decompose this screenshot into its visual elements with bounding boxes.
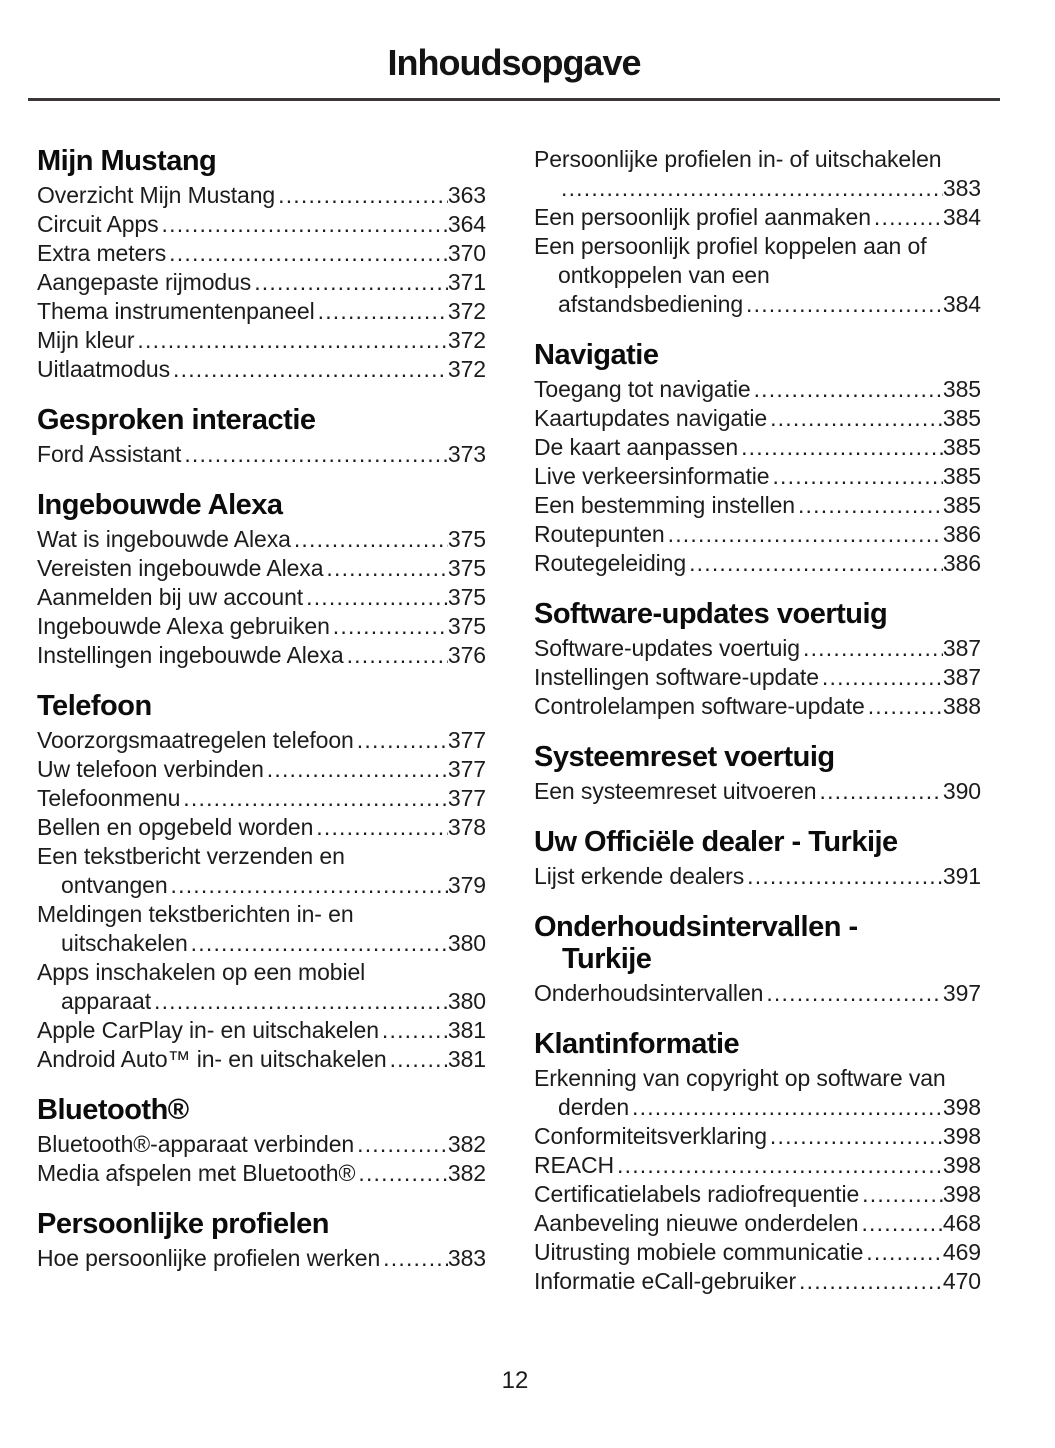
dot-leader [689, 549, 943, 578]
entry-label: ontvangen [61, 872, 168, 898]
section-heading [37, 404, 486, 436]
entry-label: Aanmelden bij uw account [37, 584, 304, 610]
entry-tail [37, 813, 486, 842]
entry-tail [37, 929, 486, 958]
table-of-contents [28, 145, 1000, 1296]
entry-tail [534, 520, 981, 549]
entry-label-line: Een tekstbericht verzenden en [37, 843, 345, 869]
entry-page-number: 372 [447, 298, 486, 324]
entry-label: uitschakelen [61, 930, 188, 956]
entry-page-number: 372 [447, 327, 486, 353]
entry-page-number: 364 [447, 211, 486, 237]
entry-tail [37, 641, 486, 670]
entry-label: Wat is ingebouwde Alexa [37, 526, 291, 552]
toc-entry[interactable] [37, 1159, 486, 1188]
toc-entry[interactable] [37, 1244, 486, 1273]
dot-leader [137, 326, 448, 355]
entry-label: afstandsbediening [558, 291, 744, 317]
entry-label: Mijn kleur [37, 327, 135, 353]
entry-page-number: 375 [447, 613, 486, 639]
dot-leader [333, 612, 448, 641]
entry-label: Circuit Apps [37, 211, 159, 237]
entry-page-number: 363 [447, 182, 486, 208]
entry-tail [37, 440, 486, 469]
dot-leader [868, 692, 943, 721]
toc-entry[interactable] [534, 979, 981, 1008]
dot-leader [747, 862, 943, 891]
section-heading [37, 690, 486, 722]
entry-tail [534, 1122, 981, 1151]
toc-entry[interactable] [37, 554, 486, 583]
entry-page-number: 383 [447, 1245, 486, 1271]
dot-leader [162, 210, 448, 239]
toc-entry[interactable] [534, 404, 981, 433]
entry-tail [534, 462, 981, 491]
entry-label: Aangepaste rijmodus [37, 269, 252, 295]
entry-label: apparaat [61, 988, 151, 1014]
dot-leader [347, 641, 448, 670]
toc-entry[interactable] [534, 491, 981, 520]
entry-label: Routegeleiding [534, 550, 687, 576]
toc-entry[interactable] [534, 462, 981, 491]
entry-page-number: 385 [942, 376, 981, 402]
entry-label: De kaart aanpassen [534, 434, 739, 460]
section-heading-line: Onderhoudsintervallen - [534, 911, 858, 943]
toc-entry[interactable] [534, 1267, 981, 1296]
entry-tail [534, 290, 981, 319]
section-heading-line: Mijn Mustang [37, 145, 217, 177]
section-heading [534, 741, 981, 773]
entry-page-number: 385 [942, 405, 981, 431]
entry-page-number: 382 [447, 1160, 486, 1186]
toc-entry[interactable] [37, 181, 486, 210]
entry-label: Kaartupdates navigatie [534, 405, 768, 431]
entry-label: Software-updates voertuig [534, 635, 800, 661]
entry-tail [534, 777, 981, 806]
dot-leader [798, 491, 943, 520]
toc-section [37, 1208, 486, 1273]
entry-tail [534, 549, 981, 578]
entry-tail [534, 203, 981, 232]
entry-page-number: 381 [447, 1017, 486, 1043]
toc-entry[interactable] [37, 1130, 486, 1159]
toc-column-right [534, 145, 981, 1296]
toc-entry[interactable] [534, 692, 981, 721]
entry-label: Android Auto™ in- en uitschakelen [37, 1046, 387, 1072]
toc-entry[interactable] [534, 1064, 981, 1122]
toc-section [534, 145, 981, 319]
dot-leader [866, 1238, 943, 1267]
section-heading-line: Gesproken interactie [37, 404, 316, 436]
dot-leader [617, 1151, 943, 1180]
section-heading [37, 1208, 486, 1240]
entry-label: Overzicht Mijn Mustang [37, 182, 276, 208]
entry-tail [534, 491, 981, 520]
toc-section [534, 911, 981, 1008]
entry-page-number: 384 [942, 291, 981, 317]
entry-tail [37, 726, 486, 755]
entry-page-number: 470 [942, 1268, 981, 1294]
entry-label: Apple CarPlay in- en uitschakelen [37, 1017, 379, 1043]
section-heading-line: Telefoon [37, 690, 152, 722]
toc-entry[interactable] [37, 612, 486, 641]
entry-tail [37, 1016, 486, 1045]
entry-label: Een bestemming instellen [534, 492, 795, 518]
entry-label-line: ontkoppelen van een [558, 262, 770, 288]
entry-tail [37, 612, 486, 641]
dot-leader [822, 663, 943, 692]
toc-entry[interactable] [534, 777, 981, 806]
entry-page-number: 398 [942, 1152, 981, 1178]
toc-entry[interactable] [37, 239, 486, 268]
dot-leader [357, 726, 448, 755]
toc-entry[interactable] [37, 1016, 486, 1045]
entry-page-number: 397 [942, 980, 981, 1006]
entry-page-number: 383 [942, 175, 981, 201]
toc-section [37, 690, 486, 1074]
toc-entry[interactable] [37, 355, 486, 384]
entry-page-number: 375 [447, 555, 486, 581]
entry-page-number: 380 [447, 988, 486, 1014]
section-heading-line: Ingebouwde Alexa [37, 489, 283, 521]
entry-tail [37, 1045, 486, 1074]
entry-label: Live verkeersinformatie [534, 463, 770, 489]
toc-entry[interactable] [534, 663, 981, 692]
toc-entry[interactable] [37, 813, 486, 842]
entry-tail [534, 1093, 981, 1122]
dot-leader [254, 268, 448, 297]
entry-tail [534, 1267, 981, 1296]
entry-tail [37, 181, 486, 210]
entry-label: Toegang tot navigatie [534, 376, 751, 402]
entry-tail [37, 326, 486, 355]
entry-tail [37, 987, 486, 1016]
section-heading-line: Klantinformatie [534, 1028, 740, 1060]
entry-label: Een systeemreset uitvoeren [534, 778, 817, 804]
entry-page-number: 391 [942, 863, 981, 889]
toc-column-left [37, 145, 486, 1296]
toc-entry[interactable] [37, 900, 486, 958]
entry-label-line: Persoonlijke profielen in- of uitschakelen [534, 146, 942, 172]
toc-entry[interactable] [37, 842, 486, 900]
dot-leader [383, 1244, 448, 1273]
toc-entry[interactable] [37, 1045, 486, 1074]
toc-section [534, 826, 981, 891]
dot-leader [820, 777, 943, 806]
entry-page-number: 373 [447, 441, 486, 467]
entry-label: REACH [534, 1152, 615, 1178]
dot-leader [154, 987, 448, 1016]
toc-entry[interactable] [37, 210, 486, 239]
entry-page-number: 398 [942, 1094, 981, 1120]
entry-page-number: 390 [942, 778, 981, 804]
section-heading-line: Turkije [562, 943, 652, 975]
entry-tail [37, 210, 486, 239]
dot-leader [799, 1267, 943, 1296]
entry-label: Een persoonlijk profiel aanmaken [534, 204, 871, 230]
toc-entry[interactable] [534, 1151, 981, 1180]
toc-entry[interactable] [534, 549, 981, 578]
toc-section [534, 1028, 981, 1296]
dot-leader [191, 929, 448, 958]
toc-entry[interactable] [37, 755, 486, 784]
entry-tail [534, 979, 981, 1008]
toc-entry[interactable] [534, 1122, 981, 1151]
toc-section [37, 1094, 486, 1188]
toc-entry[interactable] [534, 1238, 981, 1267]
entry-page-number: 398 [942, 1181, 981, 1207]
entry-label: Uw telefoon verbinden [37, 756, 264, 782]
toc-entry[interactable] [37, 326, 486, 355]
entry-page-number: 372 [447, 356, 486, 382]
entry-page-number: 385 [942, 434, 981, 460]
entry-tail [534, 174, 981, 203]
toc-entry[interactable] [534, 203, 981, 232]
entry-label: Telefoonmenu [37, 785, 181, 811]
page-content [28, 42, 1000, 1296]
toc-entry[interactable] [534, 1209, 981, 1238]
toc-entry[interactable] [534, 634, 981, 663]
entry-tail [37, 239, 486, 268]
section-heading-line: Persoonlijke profielen [37, 1208, 329, 1240]
entry-page-number: 385 [942, 492, 981, 518]
toc-section [534, 339, 981, 578]
dot-leader [357, 1130, 448, 1159]
entry-label: derden [558, 1094, 630, 1120]
entry-page-number: 382 [447, 1131, 486, 1157]
entry-tail [37, 525, 486, 554]
toc-entry[interactable] [37, 784, 486, 813]
title-divider [28, 98, 1000, 101]
toc-entry[interactable] [37, 958, 486, 1016]
entry-page-number: 469 [942, 1239, 981, 1265]
entry-label: Voorzorgsmaatregelen telefoon [37, 727, 354, 753]
section-heading [534, 826, 981, 858]
entry-label: Controlelampen software-update [534, 693, 865, 719]
section-heading-line: Systeemreset voertuig [534, 741, 835, 773]
dot-leader [861, 1209, 942, 1238]
toc-entry[interactable] [534, 520, 981, 549]
entry-label: Instellingen ingebouwde Alexa [37, 642, 344, 668]
entry-tail [37, 1244, 486, 1273]
entry-tail [37, 755, 486, 784]
entry-label: Informatie eCall-gebruiker [534, 1268, 797, 1294]
entry-label: Ford Assistant [37, 441, 182, 467]
entry-page-number: 386 [942, 550, 981, 576]
entry-tail [37, 268, 486, 297]
entry-tail [534, 663, 981, 692]
dot-leader [770, 1122, 943, 1151]
entry-label-line: Apps inschakelen op een mobiel [37, 959, 366, 985]
entry-tail [534, 634, 981, 663]
entry-tail [534, 1151, 981, 1180]
entry-page-number: 378 [447, 814, 486, 840]
dot-leader [169, 239, 448, 268]
dot-leader [316, 813, 448, 842]
entry-page-number: 384 [942, 204, 981, 230]
section-heading [37, 1094, 486, 1126]
entry-page-number: 377 [447, 785, 486, 811]
entry-label: Bluetooth®-apparaat verbinden [37, 1131, 355, 1157]
entry-tail [534, 1238, 981, 1267]
entry-tail [534, 1180, 981, 1209]
dot-leader [294, 525, 448, 554]
entry-label: Certificatielabels radiofrequentie [534, 1181, 860, 1207]
entry-page-number: 468 [942, 1210, 981, 1236]
entry-page-number: 375 [447, 526, 486, 552]
entry-page-number: 381 [447, 1046, 486, 1072]
toc-section [534, 598, 981, 721]
entry-tail [534, 375, 981, 404]
dot-leader [668, 520, 943, 549]
dot-leader [184, 440, 448, 469]
entry-page-number: 387 [942, 664, 981, 690]
entry-page-number: 388 [942, 693, 981, 719]
section-heading-line: Uw Officiële dealer - Turkije [534, 826, 898, 858]
toc-entry[interactable] [534, 375, 981, 404]
toc-entry[interactable] [37, 726, 486, 755]
dot-leader [390, 1045, 448, 1074]
entry-tail [534, 862, 981, 891]
section-heading-line: Software-updates voertuig [534, 598, 888, 630]
entry-tail [37, 583, 486, 612]
entry-label: Lijst erkende dealers [534, 863, 745, 889]
dot-leader [874, 203, 943, 232]
dot-leader [772, 462, 942, 491]
entry-label: Onderhoudsintervallen [534, 980, 764, 1006]
entry-tail [534, 1209, 981, 1238]
toc-entry[interactable] [37, 297, 486, 326]
entry-label: Bellen en opgebeld worden [37, 814, 314, 840]
entry-label: Aanbeveling nieuwe onderdelen [534, 1210, 859, 1236]
section-heading-line: Navigatie [534, 339, 659, 371]
section-heading [534, 911, 981, 975]
dot-leader [746, 290, 943, 319]
toc-entry[interactable] [534, 433, 981, 462]
toc-entry[interactable] [534, 1180, 981, 1209]
toc-entry[interactable] [534, 145, 981, 203]
dot-leader [326, 554, 448, 583]
entry-label: Routepunten [534, 521, 665, 547]
entry-page-number: 376 [447, 642, 486, 668]
dot-leader [803, 634, 943, 663]
entry-label: Ingebouwde Alexa gebruiken [37, 613, 330, 639]
page-title: Inhoudsopgave [387, 42, 641, 83]
section-heading [534, 1028, 981, 1060]
entry-page-number: 375 [447, 584, 486, 610]
dot-leader [632, 1093, 943, 1122]
toc-entry[interactable] [37, 641, 486, 670]
section-heading [37, 145, 486, 177]
entry-page-number: 379 [447, 872, 486, 898]
dot-leader [306, 583, 448, 612]
entry-label-line: Meldingen tekstberichten in- en [37, 901, 354, 927]
entry-tail [37, 1159, 486, 1188]
entry-tail [37, 784, 486, 813]
dot-leader [770, 404, 943, 433]
section-heading-line: Bluetooth® [37, 1094, 189, 1126]
entry-label: Hoe persoonlijke profielen werken [37, 1245, 381, 1271]
entry-page-number: 386 [942, 521, 981, 547]
dot-leader [561, 174, 943, 203]
section-heading [534, 339, 981, 371]
entry-label: Media afspelen met Bluetooth® [37, 1160, 356, 1186]
entry-tail [37, 871, 486, 900]
toc-entry[interactable] [534, 232, 981, 319]
page-number: 12 [501, 1367, 529, 1394]
dot-leader [278, 181, 448, 210]
toc-section [37, 145, 486, 384]
dot-leader [318, 297, 448, 326]
toc-entry[interactable] [37, 525, 486, 554]
dot-leader [173, 355, 448, 384]
entry-label: Uitlaatmodus [37, 356, 171, 382]
dot-leader [382, 1016, 448, 1045]
entry-label-line: Een persoonlijk profiel koppelen aan of [534, 233, 927, 259]
toc-entry[interactable] [37, 583, 486, 612]
entry-label-line: Erkenning van copyright op software van [534, 1065, 946, 1091]
dot-leader [766, 979, 943, 1008]
entry-page-number: 377 [447, 756, 486, 782]
dot-leader [267, 755, 448, 784]
entry-label: Vereisten ingebouwde Alexa [37, 555, 324, 581]
entry-tail [37, 355, 486, 384]
toc-section [37, 489, 486, 670]
toc-section [534, 741, 981, 806]
toc-entry[interactable] [37, 440, 486, 469]
entry-label: Extra meters [37, 240, 167, 266]
entry-page-number: 370 [447, 240, 486, 266]
dot-leader [171, 871, 448, 900]
toc-entry[interactable] [37, 268, 486, 297]
dot-leader [862, 1180, 943, 1209]
entry-label: Conformiteitsverklaring [534, 1123, 767, 1149]
dot-leader [754, 375, 943, 404]
entry-tail [37, 297, 486, 326]
toc-section [37, 404, 486, 469]
entry-page-number: 377 [447, 727, 486, 753]
entry-tail [534, 433, 981, 462]
section-heading [37, 489, 486, 521]
entry-tail [37, 1130, 486, 1159]
entry-page-number: 380 [447, 930, 486, 956]
entry-page-number: 387 [942, 635, 981, 661]
dot-leader [183, 784, 448, 813]
entry-tail [534, 404, 981, 433]
entry-tail [37, 554, 486, 583]
entry-page-number: 398 [942, 1123, 981, 1149]
entry-label: Thema instrumentenpaneel [37, 298, 315, 324]
entry-label: Uitrusting mobiele communicatie [534, 1239, 864, 1265]
section-heading [534, 598, 981, 630]
dot-leader [358, 1159, 448, 1188]
toc-entry[interactable] [534, 862, 981, 891]
entry-tail [534, 692, 981, 721]
entry-label: Instellingen software-update [534, 664, 819, 690]
dot-leader [741, 433, 943, 462]
entry-page-number: 371 [447, 269, 486, 295]
entry-page-number: 385 [942, 463, 981, 489]
